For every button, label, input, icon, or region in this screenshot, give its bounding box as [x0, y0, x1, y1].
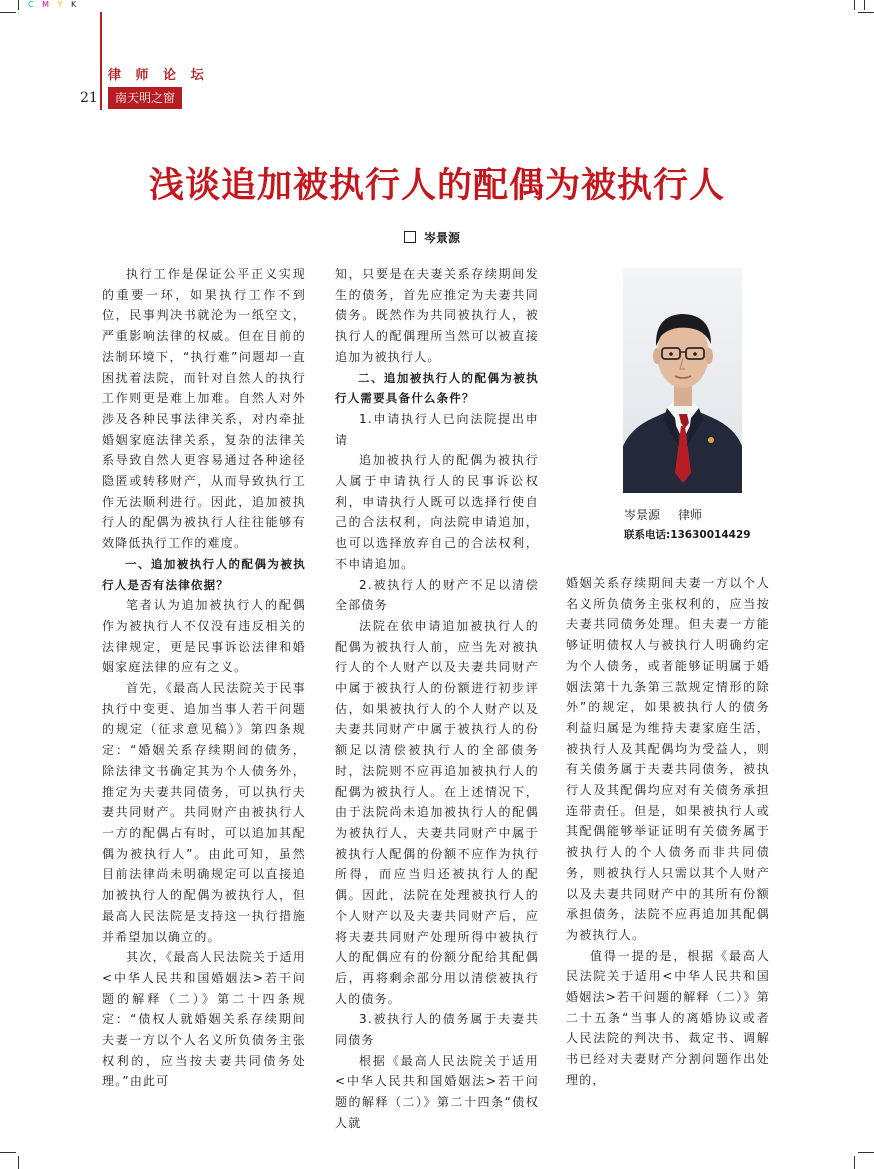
contact-phone: 联系电话:13630014429 — [624, 529, 751, 541]
crop-mark — [854, 1156, 855, 1169]
header-rule — [100, 12, 102, 110]
text-column-3 — [566, 573, 770, 1091]
author-caption — [624, 506, 702, 523]
paragraph: 笔者认为追加被执行人的配偶作为被执行人不仅没有违反相关的法律规定，更是民事诉讼法律和婚姻家庭法律的应有之义。 — [102, 598, 306, 675]
paragraph: 执行工作是保证公平正义实现的重要一环，如果执行工作不到位，民事判决书就沦为一纸空文，严重影响法律的权威。但在目前的法制环境下，“执行难”问题却一直困扰着法院，而针对自然人的执行工作则更是难上加难。自然人对外涉及各种民事法律关系，对内牵扯婚姻家庭法律关系，复杂的法律关系导致自然人更容易通过各种途径隐匿或转移财产，从而导致执行工作无法顺利进行。因此，追加被执行人的配偶为被执行人往往能够有效降低执行工作的难度。 — [102, 267, 306, 551]
registration-m: M — [42, 0, 53, 9]
crop-mark — [0, 1152, 16, 1153]
subheading: 3.被执行人的债务属于夫妻共同债务 — [335, 1012, 539, 1048]
section-title: 律 师 论 坛 — [108, 68, 209, 83]
crop-mark — [854, 0, 855, 10]
crop-mark — [858, 1152, 874, 1153]
crop-mark — [858, 12, 874, 13]
subheading: 1.申请执行人已向法院提出申请 — [335, 411, 539, 447]
caption-role: 律师 — [678, 508, 703, 522]
registration-c: C — [28, 0, 37, 9]
crop-mark — [0, 12, 16, 13]
paragraph: 其次，《最高人民法院关于适用<中华人民共和国婚姻法>若干问题的解释（二）》第二十四条规定：“债权人就婚姻关系存续期间夫妻一方以个人名义所负债务主张权利的，应当按夫妻共同债务处理。”由此可 — [102, 950, 306, 1089]
byline — [404, 229, 460, 246]
portrait-illustration — [623, 268, 742, 493]
section-heading: 二、追加被执行人的配偶为被执行人需要具备什么条件？ — [335, 370, 539, 406]
paragraph: 法院在依申请追加被执行人的配偶为被执行人前，应当先对被执行人的个人财产以及夫妻共同财产中属于被执行人的份额进行初步评估，如果被执行人的个人财产以及夫妻共同财产中属于被执行人的份额足以清偿被执行人的全部债务时，法院则不应再追加被执行人的配偶为被执行人。在上述情况下，由于法院尚未追加被执行人的配偶为被执行人，夫妻共同财产中属于被执行人配偶的份额不应作为执行所得，而应当归还被执行人的配偶。因此，法院在处理被执行人的个人财产以及夫妻共同财产后，应将夫妻共同财产处理所得中被执行人的配偶应有的份额分配给其配偶后，再将剩余部分用以清偿被执行人的债务。 — [335, 618, 539, 1006]
column-name: 南天明之窗 — [108, 87, 182, 109]
page-number: 21 — [80, 90, 98, 106]
author-photo — [623, 268, 742, 493]
square-bullet-icon — [404, 231, 416, 243]
paragraph: 知，只要是在夫妻关系存续期间发生的债务，首先应推定为夫妻共同债务。既然作为共同被执行人，被执行人的配偶理所当然可以被直接追加为被执行人。 — [335, 267, 539, 364]
text-column-2 — [335, 264, 539, 1134]
crop-mark — [18, 1156, 19, 1169]
subheading: 2.被执行人的财产不足以清偿全部债务 — [335, 577, 539, 613]
registration-k: K — [71, 0, 80, 9]
text-column-1 — [102, 264, 306, 1092]
crop-mark — [18, 0, 19, 10]
section-heading: 一、追加被执行人的配偶为被执行人是否有法律依据？ — [102, 556, 306, 592]
article-title: 浅谈追加被执行人的配偶为被执行人 — [148, 166, 725, 206]
paragraph: 追加被执行人的配偶为被执行人属于申请执行人的民事诉讼权利，申请执行人既可以选择行使自己的合法权利，向法院申请追加，也可以选择放弃自己的合法权利，不申请追加。 — [335, 453, 539, 571]
cmyk-registration — [28, 0, 79, 9]
crop-mark — [864, 0, 865, 10]
author-name: 岑景源 — [424, 231, 461, 245]
caption-name: 岑景源 — [624, 508, 661, 522]
registration-y: Y — [57, 0, 66, 9]
paragraph: 根据《最高人民法院关于适用<中华人民共和国婚姻法>若干问题的解释（二）》第二十四条“债权人就 — [335, 1053, 539, 1130]
paragraph: 婚姻关系存续期间夫妻一方以个人名义所负债务主张权利的，应当按夫妻共同债务处理。但夫妻一方能够证明债权人与被执行人明确约定为个人债务，或者能够证明属于婚姻法第十九条第三款规定情形的除外”的规定，如果被执行人的债务利益归属是为维持夫妻家庭生活，被执行人及其配偶均为受益人，则有关债务属于夫妻共同债务，被执行人及其配偶均应对有关债务承担连带责任。但是，如果被执行人或其配偶能够举证证明有关债务属于被执行人的个人债务而非共同债务，则被执行人只需以其个人财产以及夫妻共同财产中的其所有份额承担债务，法院不应再追加其配偶为被执行人。 — [566, 576, 770, 942]
paragraph: 值得一提的是，根据《最高人民法院关于适用<中华人民共和国婚姻法>若干问题的解释（二）》第二十五条“当事人的离婚协议或者人民法院的判决书、裁定书、调解书已经对夫妻财产分割问题作出处理的， — [566, 948, 770, 1087]
paragraph: 首先，《最高人民法院关于民事执行中变更、追加当事人若干问题的规定（征求意见稿）》第四条规定：“婚姻关系存续期间的债务，除法律文书确定其为个人债务外，推定为夫妻共同债务，可以执行夫妻共同财产。共同财产由被执行人一方的配偶占有时，可以追加其配偶为被执行人”。由此可知，虽然目前法律尚未明确规定可以直接追加被执行人的配偶为被执行人，但最高人民法院是支持这一执行措施并希望加以确立的。 — [102, 681, 306, 944]
